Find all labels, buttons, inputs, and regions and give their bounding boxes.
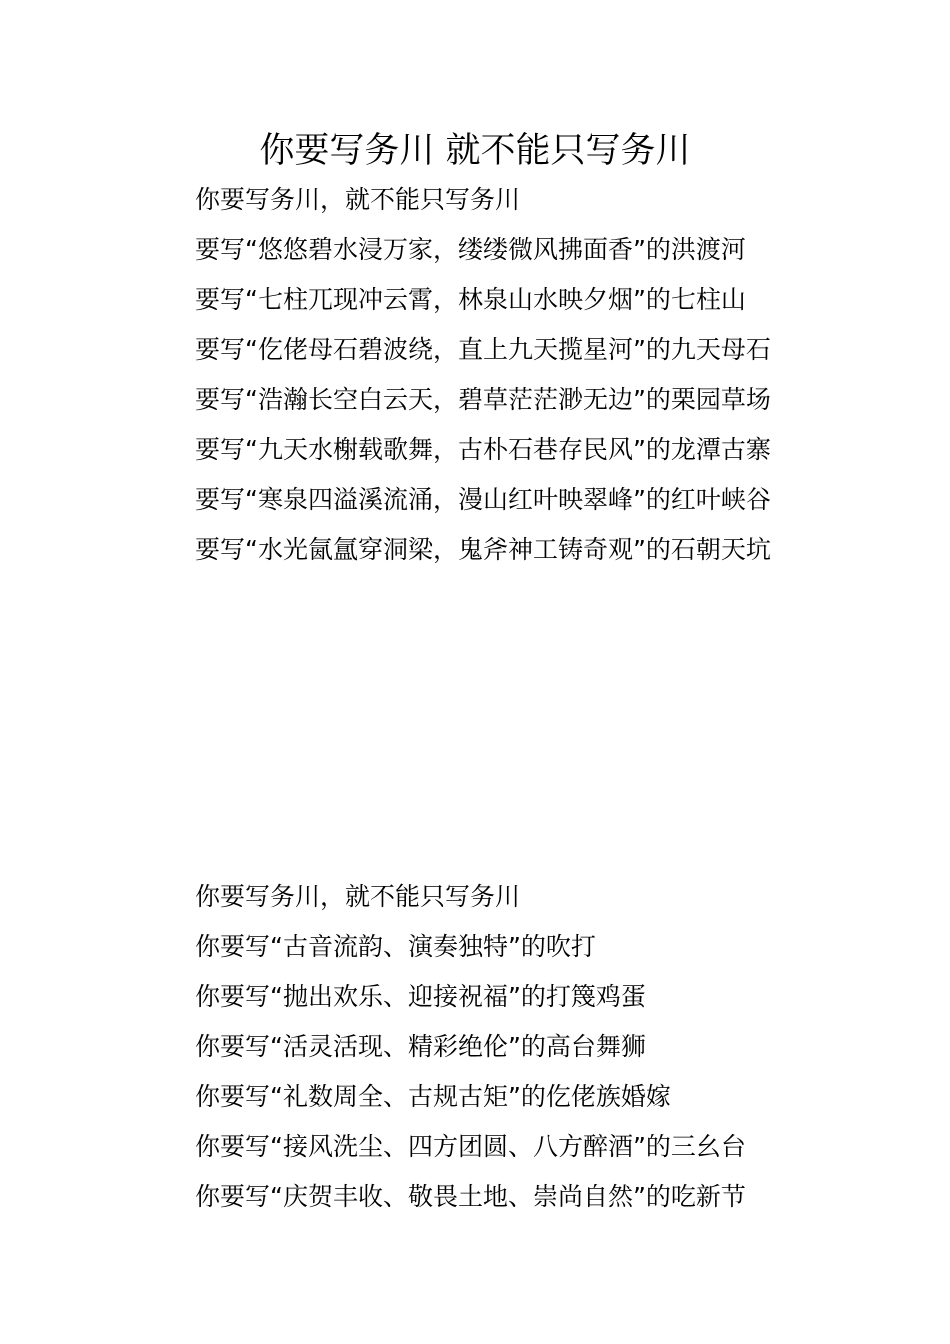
section-customs (143, 872, 813, 1222)
paragraph-hongdu-river: 要写“悠悠碧水浸万家，缕缕微风拂面香”的洪渡河 (195, 235, 746, 264)
paragraph-intro-2: 你要写务川，就不能只写务川 (195, 882, 521, 911)
paragraph-lion-dance: 你要写“活灵活现、精彩绝伦”的高台舞狮 (195, 1032, 646, 1061)
paragraph-jiutian-mother-stone: 要写“仡佬母石碧波绕，直上九天揽星河”的九天母石 (195, 335, 771, 364)
paragraph-chuida: 你要写“古音流韵、演奏独特”的吹打 (195, 932, 596, 961)
document-title: 你要写务川 就不能只写务川 (259, 131, 691, 171)
paragraph-intro-1: 你要写务川，就不能只写务川 (195, 185, 521, 214)
paragraph-chixin-festival: 你要写“庆贺丰收、敬畏土地、崇尚自然”的吃新节 (195, 1182, 746, 1211)
paragraph-liyuan-grassland: 要写“浩瀚长空白云天，碧草茫茫渺无边”的栗园草场 (195, 385, 771, 414)
section-scenery (143, 175, 813, 575)
paragraph-qizhu-mountain: 要写“七柱兀现冲云霄，林泉山水映夕烟”的七柱山 (195, 285, 746, 314)
paragraph-shichao-sinkhole: 要写“水光氤氲穿洞梁，鬼斧神工铸奇观”的石朝天坑 (195, 535, 771, 564)
paragraph-dami-egg: 你要写“抛出欢乐、迎接祝福”的打篾鸡蛋 (195, 982, 646, 1011)
paragraph-red-leaf-canyon: 要写“寒泉四溢溪流涌，漫山红叶映翠峰”的红叶峡谷 (195, 485, 771, 514)
paragraph-gelao-wedding: 你要写“礼数周全、古规古矩”的仡佬族婚嫁 (195, 1082, 671, 1111)
paragraph-longtan-village: 要写“九天水榭载歌舞，古朴石巷存民风”的龙潭古寨 (195, 435, 771, 464)
paragraph-sanyaotai: 你要写“接风洗尘、四方团圆、八方醉酒”的三幺台 (195, 1132, 746, 1161)
